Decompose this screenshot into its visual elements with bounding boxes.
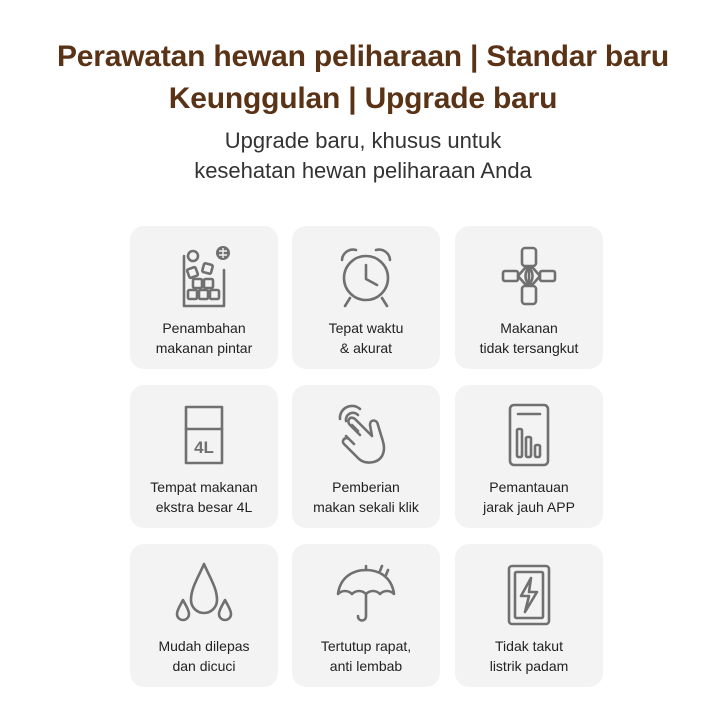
alarm-clock-icon (292, 240, 440, 312)
feature-label-line-2: makanan pintar (155, 340, 253, 356)
feature-label-line-2: & akurat (339, 340, 393, 356)
feature-label-line-1: Tempat makanan (150, 479, 258, 495)
water-drops-icon (130, 558, 278, 630)
rotor-paddle-icon (455, 240, 603, 312)
feature-label-line-1: Tertutup rapat, (320, 638, 412, 654)
feature-card-one-click (292, 385, 440, 528)
feature-card-remote-app (455, 385, 603, 528)
feature-card-large-tank (130, 385, 278, 528)
subtitle-line-1: Upgrade baru, khusus untuk (224, 128, 502, 153)
feature-label-line-2: jarak jauh APP (483, 499, 575, 515)
feature-label-line-1: Tepat waktu (328, 320, 404, 336)
headline-line-2: Keunggulan | Upgrade baru (168, 82, 558, 115)
feature-card-power-backup (455, 544, 603, 687)
feature-card-sealed (292, 544, 440, 687)
headline-line-1: Perawatan hewan peliharaan | Standar baru (56, 40, 670, 73)
feature-label-line-2: listrik padam (489, 658, 569, 674)
food-container-icon (130, 240, 278, 312)
feature-card-smart-feeding (130, 226, 278, 369)
tap-hand-icon (292, 399, 440, 471)
feature-label-line-1: Mudah dilepas (158, 638, 250, 654)
feature-label-line-1: Makanan (500, 320, 558, 336)
feature-card-washable (130, 544, 278, 687)
feature-card-on-time (292, 226, 440, 369)
feature-card-no-jam (455, 226, 603, 369)
tank-capacity-text: 4L (194, 438, 214, 457)
tank-4l-icon (130, 399, 278, 471)
feature-label-line-2: dan dicuci (172, 658, 236, 674)
subtitle-line-2: kesehatan hewan peliharaan Anda (194, 158, 532, 183)
battery-lightning-icon (455, 558, 603, 630)
feature-label-line-1: Penambahan (162, 320, 246, 336)
feature-label-line-2: makan sekali klik (313, 499, 419, 515)
feature-label-line-1: Tidak takut (495, 638, 563, 654)
feature-label-line-1: Pemantauan (489, 479, 569, 495)
feature-label-line-2: tidak tersangkut (479, 340, 579, 356)
phone-chart-icon (455, 399, 603, 471)
umbrella-rain-icon (292, 558, 440, 630)
feature-label-line-1: Pemberian (332, 479, 400, 495)
feature-label-line-2: anti lembab (329, 658, 403, 674)
feature-label-line-2: ekstra besar 4L (155, 499, 253, 515)
